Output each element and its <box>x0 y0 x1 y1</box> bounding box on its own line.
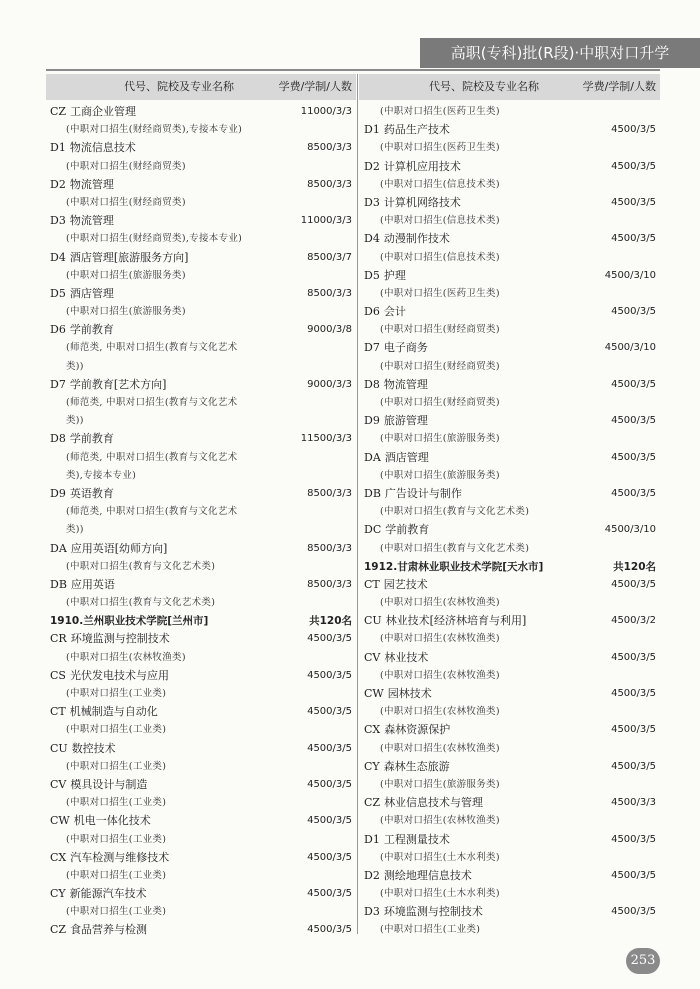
program-fee: 4500/3/5 <box>307 706 352 718</box>
program-row <box>50 849 352 867</box>
program-name: 森林资源保护 <box>384 723 451 737</box>
program-code: D2 <box>364 159 380 173</box>
program-fee: 4500/3/5 <box>611 378 656 390</box>
program-note: (中职对口招生(工业类) <box>66 724 167 736</box>
program-name: 动漫制作技术 <box>383 232 450 246</box>
program-code: CU <box>50 741 68 755</box>
program-fee: 8500/3/3 <box>307 142 352 154</box>
program-row <box>50 921 352 939</box>
program-row <box>364 521 656 539</box>
program-note: (中职对口招生(工业类) <box>66 688 167 699</box>
program-name: 林业技术 <box>384 650 429 664</box>
program-name: 汽车检测与维修技术 <box>70 850 170 864</box>
program-code: D8 <box>364 377 380 391</box>
program-name: 工商企业管理 <box>70 105 137 118</box>
program-name: 电子商务 <box>383 341 428 355</box>
program-row <box>364 721 656 739</box>
program-row <box>50 576 352 594</box>
program-name: 会计 <box>383 305 406 319</box>
program-row <box>50 740 352 758</box>
program-name: 酒店管理[旅游服务方向] <box>69 250 189 264</box>
program-row <box>364 867 656 885</box>
program-note: (中职对口招生(工业类) <box>380 924 481 936</box>
program-fee: 8500/3/3 <box>307 287 352 299</box>
program-name: 学前教育 <box>69 432 114 446</box>
column-header-fee: 学费/学制/人数 <box>582 80 656 93</box>
program-name: 物流管理 <box>69 177 114 191</box>
program-fee: 9000/3/3 <box>307 378 352 390</box>
school-row <box>364 558 656 576</box>
program-fee: 4500/3/5 <box>611 160 656 172</box>
program-note: (中职对口招生(工业类) <box>66 833 167 845</box>
program-code: D9 <box>50 486 66 500</box>
program-row <box>364 303 656 321</box>
school-code: 1912. <box>364 560 398 573</box>
program-note: (中职对口招生(医药卫生类) <box>380 106 500 117</box>
program-row <box>50 285 352 303</box>
program-fee: 4500/3/5 <box>307 888 352 900</box>
program-code: CS <box>50 668 66 682</box>
program-row <box>50 249 352 267</box>
program-fee: 4500/3/5 <box>611 906 656 918</box>
program-fee: 4500/3/5 <box>611 760 656 772</box>
program-fee: 4500/3/5 <box>307 669 352 681</box>
program-row <box>364 194 656 212</box>
program-code: D7 <box>364 341 380 355</box>
program-note: 类)) <box>66 415 84 427</box>
program-fee: 4500/3/5 <box>611 233 656 245</box>
program-code: D5 <box>50 286 66 300</box>
program-fee: 4500/3/10 <box>604 269 656 281</box>
program-note: (中职对口招生(财经商贸类) <box>380 360 500 372</box>
left-column <box>50 103 352 940</box>
program-code: CZ <box>50 105 67 118</box>
program-code: CY <box>50 887 66 901</box>
program-row <box>364 412 656 430</box>
program-code: CV <box>50 777 67 791</box>
program-row <box>364 376 656 394</box>
school-code: 1910. <box>50 615 84 628</box>
program-row <box>50 485 352 503</box>
column-header-name: 代号、院校及专业名称 <box>429 80 539 93</box>
program-code: CT <box>364 577 380 591</box>
program-note: 类)) <box>66 360 84 372</box>
program-row <box>364 267 656 285</box>
page-number: 253 <box>626 948 660 974</box>
program-note: (中职对口招生(信息技术类) <box>380 251 500 263</box>
program-code: CY <box>364 759 380 773</box>
program-fee: 4500/3/5 <box>611 578 656 590</box>
program-row <box>50 430 352 448</box>
program-note: 类),专接本专业) <box>66 469 137 481</box>
program-name: 英语教育 <box>69 486 114 500</box>
program-name: 酒店管理 <box>384 450 429 464</box>
program-note: (中职对口招生(工业类) <box>66 869 167 881</box>
column-header-right <box>359 74 660 100</box>
program-note: (中职对口招生(农林牧渔类) <box>380 742 500 754</box>
school-quota: 共120名 <box>309 615 352 628</box>
program-note: (师范类, 中职对口招生(教育与文化艺术 <box>66 506 238 518</box>
program-row <box>364 121 656 139</box>
program-note: (中职对口招生(旅游服务类) <box>380 433 500 445</box>
program-note: (师范类, 中职对口招生(教育与文化艺术 <box>66 342 238 354</box>
program-fee: 11000/3/3 <box>300 215 352 227</box>
program-note: (中职对口招生(旅游服务类) <box>66 306 186 318</box>
school-row <box>50 612 352 630</box>
program-code: D3 <box>364 195 380 209</box>
program-name: 应用英语 <box>70 577 115 591</box>
program-note: (中职对口招生(土木水利类) <box>380 851 500 863</box>
program-name: 学前教育 <box>385 523 430 537</box>
program-row <box>50 703 352 721</box>
program-name: 护理 <box>383 268 406 282</box>
program-row <box>364 612 656 630</box>
program-note: (中职对口招生(信息技术类) <box>380 215 500 227</box>
program-code: CZ <box>50 923 67 937</box>
program-note: (中职对口招生(工业类) <box>66 797 167 809</box>
program-name: 应用英语[幼师方向] <box>70 541 168 555</box>
program-name: 学前教育[艺术方向] <box>69 377 167 391</box>
program-fee: 8500/3/7 <box>307 251 352 263</box>
program-fee: 4500/3/5 <box>307 924 352 936</box>
program-note: (中职对口招生(医药卫生类) <box>380 142 500 154</box>
program-fee: 4500/3/5 <box>611 487 656 499</box>
program-note: (中职对口招生(财经商贸类),专接本专业) <box>66 124 243 136</box>
right-column <box>364 103 656 940</box>
program-code: D6 <box>364 305 380 319</box>
program-fee: 4500/3/5 <box>611 196 656 208</box>
program-name: 数控技术 <box>71 741 116 755</box>
program-name: 园林技术 <box>387 687 432 700</box>
page-header-title: 高职(专科)批(R段)·中职对口升学 <box>450 44 670 62</box>
program-fee: 4500/3/5 <box>611 833 656 845</box>
program-fee: 8500/3/3 <box>307 578 352 590</box>
program-code: D1 <box>364 832 380 846</box>
column-header-name: 代号、院校及专业名称 <box>124 80 234 93</box>
school-quota: 共120名 <box>613 560 656 573</box>
program-row <box>364 831 656 849</box>
program-code: DC <box>364 523 382 537</box>
program-code: D3 <box>50 214 66 228</box>
program-name: 环境监测与控制技术 <box>383 905 483 919</box>
program-code: D8 <box>50 432 66 446</box>
program-row <box>364 158 656 176</box>
program-name: 旅游管理 <box>383 414 428 428</box>
program-name: 计算机应用技术 <box>383 159 461 173</box>
program-note: (中职对口招生(旅游服务类) <box>380 778 500 790</box>
program-fee: 4500/3/5 <box>611 724 656 736</box>
program-code: CT <box>50 705 66 719</box>
program-note: (中职对口招生(旅游服务类) <box>66 269 186 281</box>
program-name: 园艺技术 <box>383 577 428 591</box>
program-code: D7 <box>50 377 66 391</box>
program-fee: 4500/3/5 <box>307 633 352 645</box>
program-row <box>364 685 656 703</box>
program-fee: 4500/3/5 <box>611 124 656 136</box>
program-code: D4 <box>364 232 380 246</box>
program-name: 广告设计与制作 <box>384 486 462 500</box>
program-note: 类)) <box>66 524 84 536</box>
program-note: (中职对口招生(财经商贸类) <box>380 324 500 336</box>
program-row <box>50 139 352 157</box>
program-fee: 8500/3/3 <box>307 178 352 190</box>
program-row <box>364 230 656 248</box>
program-row <box>50 321 352 339</box>
header-rule <box>46 69 660 71</box>
program-name: 机电一体化技术 <box>73 814 151 828</box>
program-note: (中职对口招生(农林牧渔类) <box>380 597 500 609</box>
program-row <box>364 576 656 594</box>
program-fee: 11000/3/3 <box>300 106 352 117</box>
program-name: 物流管理 <box>383 377 428 391</box>
program-code: D1 <box>364 123 380 137</box>
program-note: (中职对口招生(教育与文化艺术类) <box>380 542 530 554</box>
program-row <box>50 103 352 121</box>
program-code: D9 <box>364 414 380 428</box>
program-fee: 4500/3/10 <box>604 342 656 354</box>
program-fee: 4500/3/3 <box>611 797 656 809</box>
program-name: 计算机网络技术 <box>383 195 461 209</box>
program-code: CR <box>50 632 67 646</box>
program-fee: 4500/3/5 <box>307 778 352 790</box>
program-name: 物流信息技术 <box>69 141 136 155</box>
program-name: 光伏发电技术与应用 <box>69 668 169 682</box>
program-name: 测绘地理信息技术 <box>383 868 472 882</box>
program-note: (中职对口招生(农林牧渔类) <box>380 669 500 681</box>
program-code: CV <box>364 650 381 664</box>
program-code: D2 <box>364 868 380 882</box>
program-code: D5 <box>364 268 380 282</box>
column-divider <box>357 74 358 934</box>
program-fee: 4500/3/5 <box>611 869 656 881</box>
program-row <box>364 794 656 812</box>
school-name: 兰州职业技术学院[兰州市] <box>83 615 209 628</box>
program-fee: 9000/3/8 <box>307 324 352 336</box>
program-fee: 4500/3/5 <box>307 742 352 754</box>
program-row <box>50 540 352 558</box>
program-code: CX <box>50 850 67 864</box>
program-row <box>50 176 352 194</box>
program-note: (中职对口招生(信息技术类) <box>380 178 500 190</box>
program-name: 工程测量技术 <box>383 832 450 846</box>
program-code: DB <box>50 577 67 591</box>
program-code: DA <box>364 450 381 464</box>
program-code: DB <box>364 486 381 500</box>
program-row <box>364 903 656 921</box>
program-code: D3 <box>364 905 380 919</box>
column-header-fee: 学费/学制/人数 <box>278 80 352 93</box>
program-note: (中职对口招生(教育与文化艺术类) <box>380 506 530 518</box>
program-row <box>364 758 656 776</box>
program-note: (师范类, 中职对口招生(教育与文化艺术 <box>66 451 238 463</box>
program-note: (中职对口招生(财经商贸类),专接本专业) <box>66 233 243 245</box>
program-name: 森林生态旅游 <box>383 759 450 773</box>
program-row <box>364 449 656 467</box>
program-code: D2 <box>50 177 66 191</box>
program-row <box>50 376 352 394</box>
program-fee: 4500/3/2 <box>611 615 656 627</box>
program-fee: 4500/3/5 <box>611 306 656 318</box>
program-note: (中职对口招生(医药卫生类) <box>380 287 500 299</box>
program-row <box>50 212 352 230</box>
program-note: (中职对口招生(农林牧渔类) <box>66 651 186 663</box>
program-code: CW <box>50 814 70 828</box>
program-note: (师范类, 中职对口招生(教育与文化艺术 <box>66 397 238 408</box>
program-fee: 4500/3/5 <box>307 815 352 827</box>
program-fee: 8500/3/3 <box>307 487 352 499</box>
program-note: (中职对口招生(土木水利类) <box>380 888 500 900</box>
program-code: D4 <box>50 250 66 264</box>
program-note: (中职对口招生(农林牧渔类) <box>380 815 500 827</box>
program-name: 食品营养与检测 <box>70 923 148 937</box>
program-note: (中职对口招生(教育与文化艺术类) <box>66 597 216 609</box>
program-fee: 4500/3/5 <box>307 851 352 863</box>
program-note: (中职对口招生(旅游服务类) <box>380 469 500 481</box>
program-code: D6 <box>50 323 66 337</box>
program-row <box>50 667 352 685</box>
program-code: CZ <box>364 796 381 810</box>
program-name: 物流管理 <box>69 214 114 228</box>
program-name: 酒店管理 <box>69 286 114 300</box>
program-note: (中职对口招生(农林牧渔类) <box>380 706 500 718</box>
program-code: CU <box>364 614 382 628</box>
program-row <box>50 776 352 794</box>
program-note: (中职对口招生(财经商贸类) <box>380 397 500 408</box>
program-row <box>364 649 656 667</box>
program-row <box>50 885 352 903</box>
program-name: 林业信息技术与管理 <box>384 796 484 810</box>
program-name: 模具设计与制造 <box>70 777 148 791</box>
program-name: 环境监测与控制技术 <box>70 632 170 646</box>
program-row <box>364 485 656 503</box>
program-row <box>50 812 352 830</box>
program-row <box>50 630 352 648</box>
program-name: 药品生产技术 <box>383 123 450 137</box>
program-fee: 4500/3/5 <box>611 688 656 699</box>
program-code: CW <box>364 687 384 700</box>
program-note: (中职对口招生(财经商贸类) <box>66 160 186 172</box>
program-code: CX <box>364 723 381 737</box>
program-note: (中职对口招生(教育与文化艺术类) <box>66 560 216 572</box>
program-fee: 4500/3/5 <box>611 651 656 663</box>
program-fee: 8500/3/3 <box>307 542 352 554</box>
program-name: 学前教育 <box>69 323 114 337</box>
column-header-left <box>46 74 356 100</box>
program-code: D1 <box>50 141 66 155</box>
school-name: 甘肃林业职业技术学院[天水市] <box>397 560 544 573</box>
program-fee: 4500/3/10 <box>604 524 656 536</box>
program-note: (中职对口招生(工业类) <box>66 760 167 772</box>
program-note: (中职对口招生(财经商贸类) <box>66 196 186 208</box>
program-fee: 4500/3/5 <box>611 415 656 427</box>
program-name: 机械制造与自动化 <box>69 705 158 719</box>
program-note: (中职对口招生(农林牧渔类) <box>380 633 500 645</box>
program-fee: 4500/3/5 <box>611 451 656 463</box>
program-note: (中职对口招生(工业类) <box>66 906 167 918</box>
program-row <box>364 339 656 357</box>
program-name: 新能源汽车技术 <box>69 887 147 901</box>
program-fee: 11500/3/3 <box>300 433 352 445</box>
program-code: DA <box>50 541 67 555</box>
program-name: 林业技术[经济林培育与利用] <box>385 614 527 628</box>
